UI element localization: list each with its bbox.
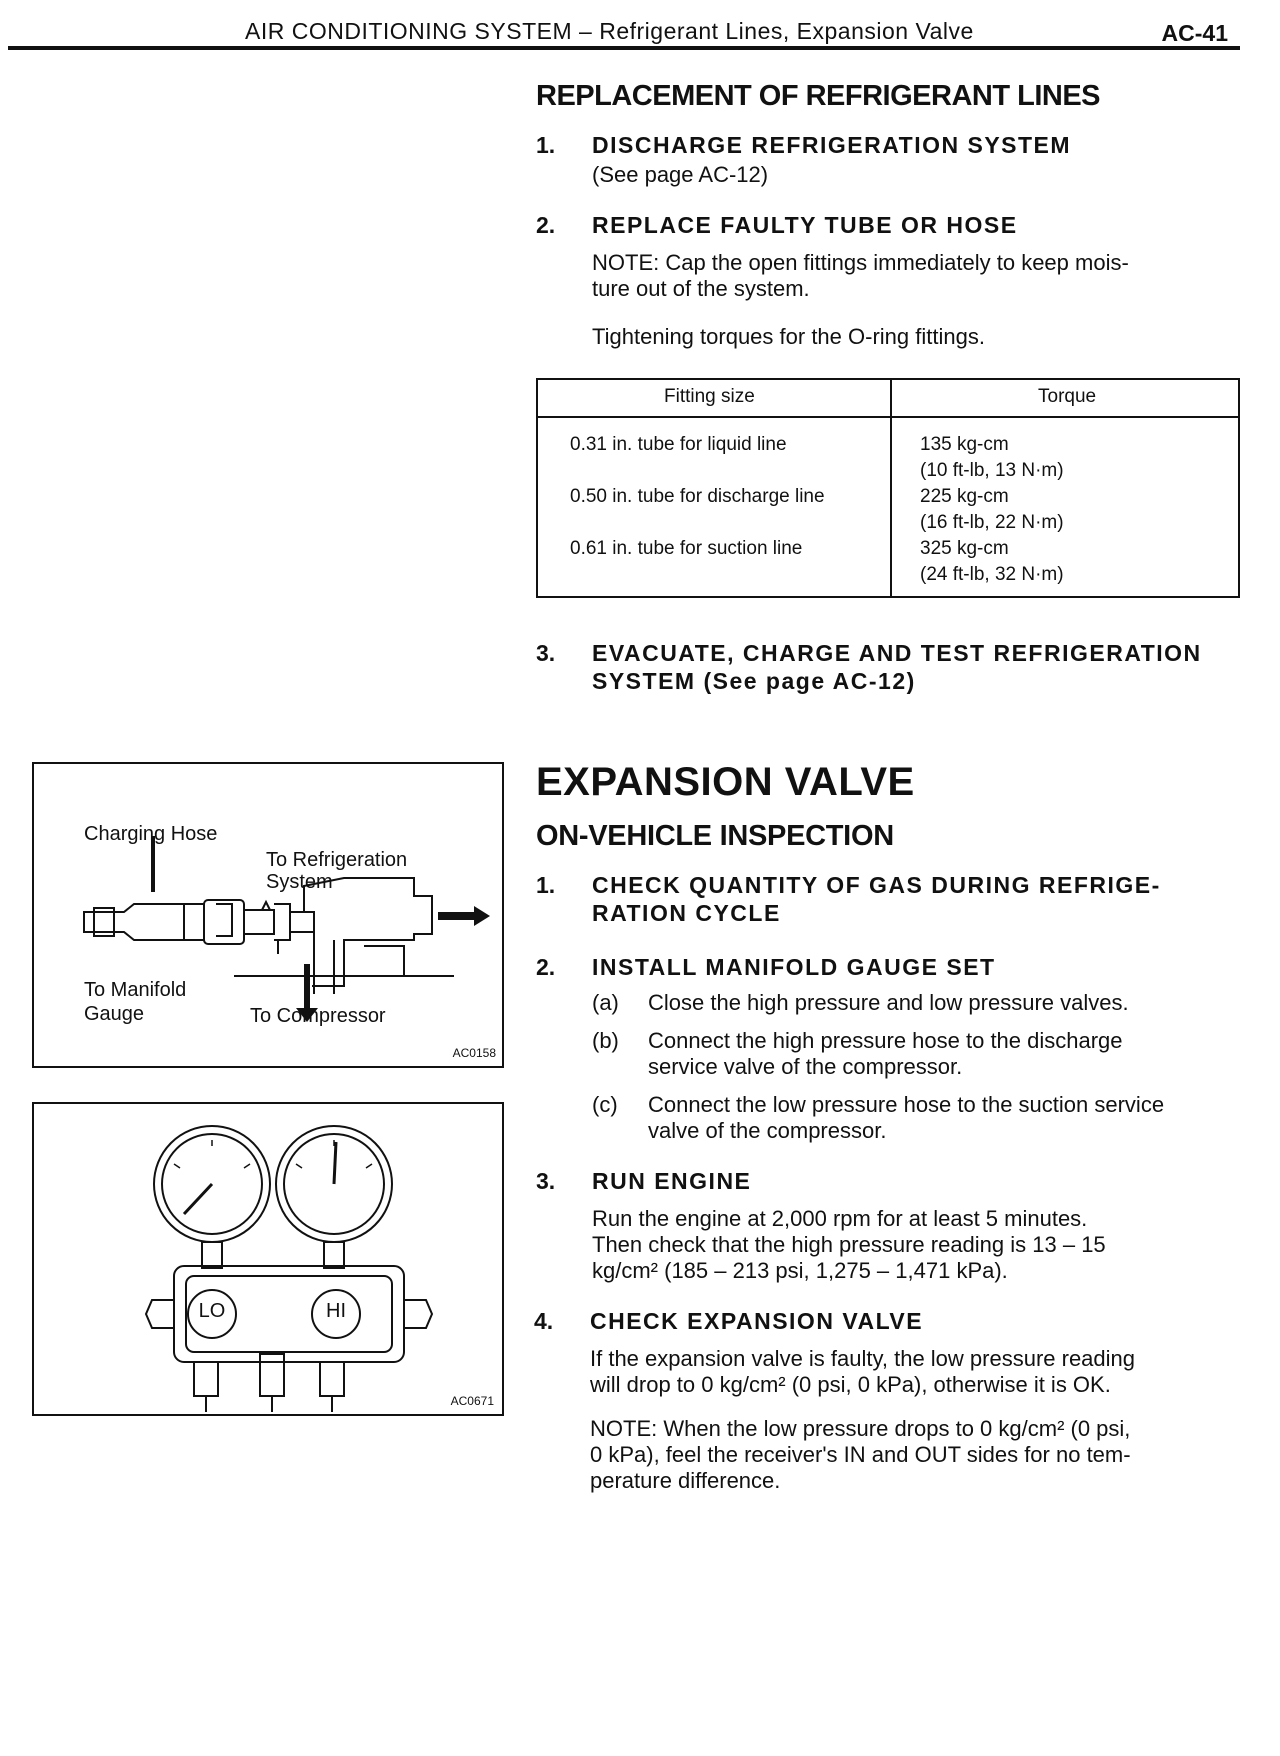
step-number: 4. (534, 1308, 554, 1334)
figure-code: AC0158 (452, 1046, 496, 1060)
subsection-title: ON-VEHICLE INSPECTION (536, 820, 894, 852)
note-line: ture out of the system. (592, 276, 810, 301)
label-to-manifold-cont: Gauge (84, 1003, 145, 1025)
step-text: Tightening torques for the O-ring fittings. (592, 324, 985, 349)
step-title-cont: SYSTEM (See page AC-12) (592, 668, 916, 694)
header-subtitle: Refrigerant Lines, Expansion Valve (599, 18, 974, 44)
hi-knob-label: HI (326, 1300, 346, 1322)
label-charging-hose: Charging Hose (84, 823, 218, 845)
step-title: EVACUATE, CHARGE AND TEST REFRIGERATION (592, 640, 1202, 666)
table-header-fitting: Fitting size (664, 386, 755, 407)
substep-label: (c) (592, 1092, 618, 1117)
substep-text-cont: valve of the compressor. (648, 1118, 887, 1143)
header-rule (8, 46, 1240, 50)
table-divider (890, 380, 892, 596)
table-cell-torque-alt: (24 ft-lb, 32 N·m) (920, 564, 1064, 585)
step-title-cont: RATION CYCLE (592, 900, 781, 926)
step-title: REPLACE FAULTY TUBE OR HOSE (592, 212, 1018, 238)
step-number: 3. (536, 640, 556, 666)
substep-label: (b) (592, 1028, 619, 1053)
figure-manifold-gauge (32, 1102, 504, 1416)
step-title: INSTALL MANIFOLD GAUGE SET (592, 954, 996, 980)
substep-text: Close the high pressure and low pressure valves. (648, 990, 1129, 1015)
step-number: 2. (536, 954, 556, 980)
note-line: perature difference. (590, 1468, 781, 1493)
step-title: CHECK EXPANSION VALVE (590, 1308, 924, 1334)
step-text: Run the engine at 2,000 rpm for at least 5 minutes. (592, 1206, 1088, 1231)
table-cell-fitting: 0.50 in. tube for discharge line (570, 486, 825, 507)
note-line: NOTE: Cap the open fittings immediately to keep mois- (592, 250, 1129, 275)
figure-charging-hose (32, 762, 504, 1068)
label-to-refrigeration: To Refrigeration (266, 849, 408, 871)
table-cell-torque-alt: (10 ft-lb, 13 N·m) (920, 460, 1064, 481)
step-number: 3. (536, 1168, 556, 1194)
substep-text: Connect the high pressure hose to the discharge (648, 1028, 1123, 1053)
manifold-gauge-diagram (34, 1104, 502, 1414)
step-number: 1. (536, 132, 556, 158)
table-cell-fitting: 0.61 in. tube for suction line (570, 538, 803, 559)
substep-text-cont: service valve of the compressor. (648, 1054, 963, 1079)
step-number: 1. (536, 872, 556, 898)
table-cell-torque-alt: (16 ft-lb, 22 N·m) (920, 512, 1064, 533)
note-line: NOTE: When the low pressure drops to 0 kg/cm² (0 psi, (590, 1416, 1131, 1441)
label-to-compressor: To Compressor (250, 1005, 386, 1027)
step-text: kg/cm² (185 – 213 psi, 1,275 – 1,471 kPa). (592, 1258, 1008, 1283)
header-section: AIR CONDITIONING SYSTEM (245, 18, 573, 44)
step-text: If the expansion valve is faulty, the low pressure reading (590, 1346, 1136, 1371)
table-header-row (538, 380, 1238, 418)
figure-code: AC0671 (450, 1394, 494, 1408)
table-cell-fitting: 0.31 in. tube for liquid line (570, 434, 787, 455)
label-to-refrigeration-cont: System (266, 871, 333, 893)
table-header-torque: Torque (1038, 386, 1097, 407)
page-header-title (245, 18, 974, 45)
step-reference: (See page AC-12) (592, 162, 769, 187)
table-cell-torque: 225 kg-cm (920, 486, 1009, 507)
section-title-replacement: REPLACEMENT OF REFRIGERANT LINES (536, 80, 1101, 112)
table-cell-torque: 325 kg-cm (920, 538, 1009, 559)
substep-text: Connect the low pressure hose to the suction service (648, 1092, 1165, 1117)
table-cell-torque: 135 kg-cm (920, 434, 1009, 455)
label-to-manifold: To Manifold (84, 979, 187, 1001)
section-title-expansion-valve: EXPANSION VALVE (536, 760, 915, 804)
step-text: will drop to 0 kg/cm² (0 psi, 0 kPa), otherwise it is OK. (590, 1372, 1111, 1397)
page-number: AC-41 (1161, 20, 1228, 46)
header-dash: – (579, 18, 593, 44)
step-text: Then check that the high pressure reading is 13 – 15 (592, 1232, 1106, 1257)
note-line: 0 kPa), feel the receiver's IN and OUT sides for no tem- (590, 1442, 1131, 1467)
step-title: DISCHARGE REFRIGERATION SYSTEM (592, 132, 1072, 158)
substep-label: (a) (592, 990, 619, 1015)
lo-knob-label: LO (198, 1300, 226, 1322)
step-title: CHECK QUANTITY OF GAS DURING REFRIGE- (592, 872, 1161, 898)
torque-table (536, 378, 1240, 598)
step-number: 2. (536, 212, 556, 238)
step-title: RUN ENGINE (592, 1168, 752, 1194)
